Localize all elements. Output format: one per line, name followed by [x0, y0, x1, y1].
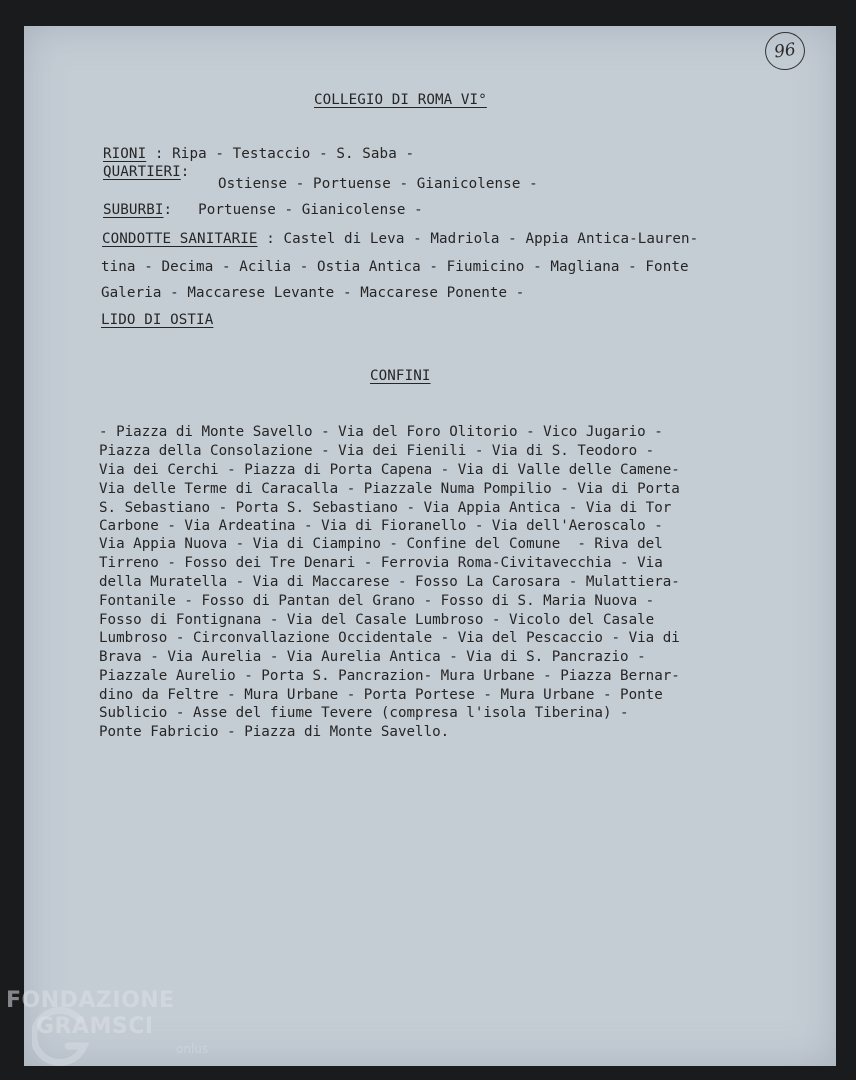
fondazione-gramsci-watermark — [6, 988, 216, 1072]
confini-line: dino da Feltre - Mura Urbane - Porta Portese - Mura Urbane - Ponte — [99, 687, 663, 703]
watermark-line3: onlus — [176, 1042, 209, 1056]
document-title: COLLEGIO DI ROMA VI° — [314, 92, 487, 108]
confini-line: Fontanile - Fosso di Pantan del Grano - Fosso di S. Maria Nuova - — [99, 593, 655, 609]
confini-line: Brava - Via Aurelia - Via Aurelia Antica - Via di S. Pancrazio - — [99, 649, 646, 665]
rioni-sep: : — [146, 146, 173, 162]
page-number: 96 — [763, 29, 808, 72]
confini-line: Via Appia Nuova - Via di Ciampino - Confine del Comune - Riva del — [99, 536, 663, 552]
condotte-first-line: : Castel di Leva - Madriola - Appia Antica-Lauren- — [257, 231, 699, 247]
confini-line: S. Sebastiano - Porta S. Sebastiano - Via Appia Antica - Via di Tor — [99, 500, 672, 516]
confini-line: Fosso di Fontignana - Via del Casale Lumbroso - Vicolo del Casale — [99, 612, 655, 628]
confini-line: Ponte Fabricio - Piazza di Monte Savello. — [99, 724, 450, 740]
document-page — [24, 26, 836, 1066]
watermark-line2: GRAMSCI — [36, 1014, 154, 1039]
condotte-line: tina - Decima - Acilia - Ostia Antica - Fiumicino - Magliana - Fonte — [101, 259, 689, 275]
suburbi-spacer — [172, 202, 198, 218]
suburbi-label: SUBURBI — [103, 202, 164, 218]
confini-heading: CONFINI — [370, 368, 431, 384]
suburbi-sep: : — [163, 202, 173, 218]
confini-line: Piazza della Consolazione - Via dei Fienili - Via di S. Teodoro - — [99, 443, 655, 459]
watermark-line1: FONDAZIONE — [6, 988, 175, 1013]
confini-line: Tirreno - Fosso dei Tre Denari - Ferrovia Roma-Civitavecchia - Via — [99, 555, 663, 571]
quartieri-sep: : — [180, 164, 190, 180]
suburbi-row — [103, 202, 423, 218]
confini-line: della Muratella - Via di Maccarese - Fosso La Carosara - Mulattiera- — [99, 574, 680, 590]
lido-label: LIDO DI OSTIA — [101, 312, 214, 328]
confini-line: Carbone - Via Ardeatina - Via di Fioranello - Via dell'Aeroscalo - — [99, 518, 663, 534]
condotte-row — [102, 231, 698, 247]
quartieri-label-row — [103, 164, 189, 180]
confini-line: - Piazza di Monte Savello - Via del Foro Olitorio - Vico Jugario - — [99, 424, 663, 440]
confini-line: Piazzale Aurelio - Porta S. Pancrazion- Mura Urbane - Piazza Bernar- — [99, 668, 680, 684]
condotte-line: Galeria - Maccarese Levante - Maccarese Ponente - — [101, 285, 525, 301]
confini-line: Sublicio - Asse del fiume Tevere (compresa l'isola Tiberina) - — [99, 705, 629, 721]
rioni-label: RIONI — [103, 146, 147, 162]
rioni-value: Ripa - Testaccio - S. Saba - — [172, 146, 415, 162]
confini-line: Via dei Cerchi - Piazza di Porta Capena - Via di Valle delle Camene- — [99, 462, 680, 478]
suburbi-value: Portuense - Gianicolense - — [198, 202, 423, 218]
rioni-row — [103, 146, 414, 162]
confini-line: Lumbroso - Circonvallazione Occidentale - Via del Pescaccio - Via di — [99, 630, 680, 646]
quartieri-label: QUARTIERI — [103, 164, 181, 180]
quartieri-value: Ostiense - Portuense - Gianicolense - — [218, 176, 538, 192]
confini-line: Via delle Terme di Caracalla - Piazzale Numa Pompilio - Via di Porta — [99, 481, 680, 497]
condotte-label: CONDOTTE SANITARIE — [102, 231, 258, 247]
